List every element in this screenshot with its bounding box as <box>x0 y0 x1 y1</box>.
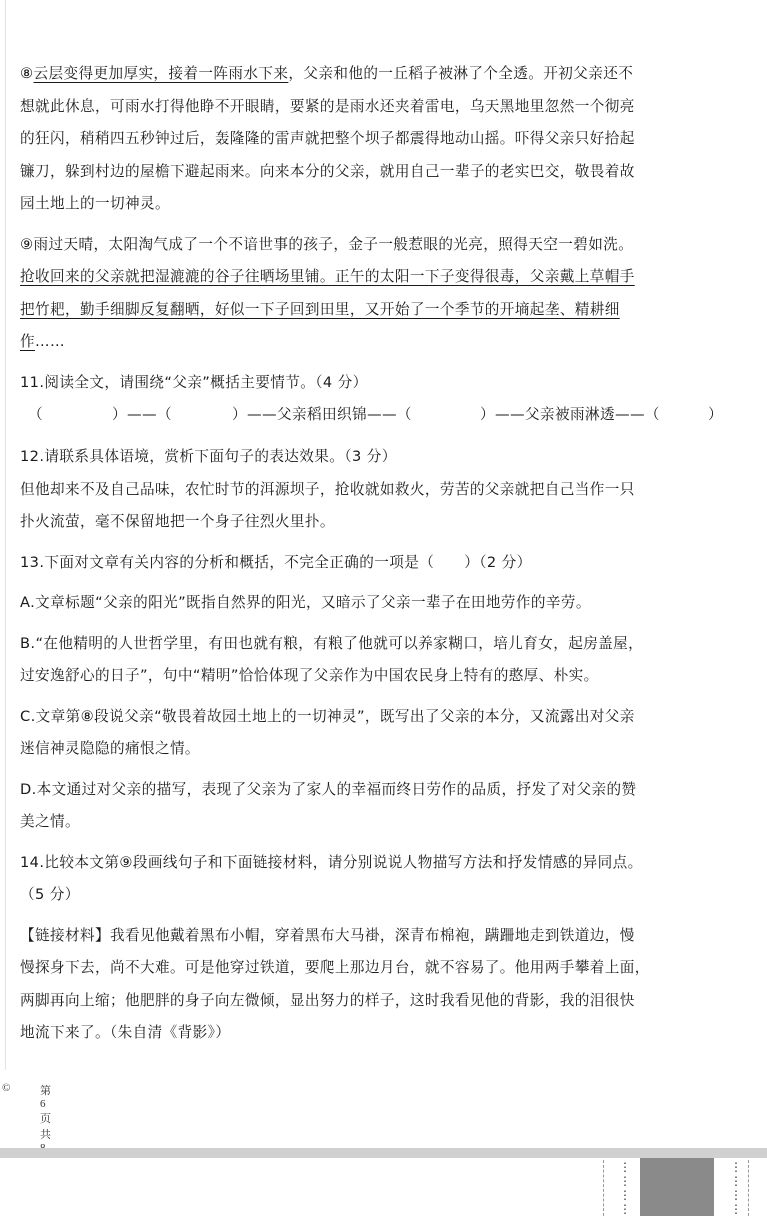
text-line: 镰刀，躲到村边的屋檐下避起雨来。向来本分的父亲，就用自己一辈子的老实巴交，敬畏着故 <box>20 162 635 180</box>
copyright-symbol: © <box>2 1082 11 1094</box>
answer-blanks <box>20 399 723 433</box>
option-d: D.本文通过对父亲的描写，表现了父亲为了家人的幸福而终日劳作的品质，抒发了对父亲的赞 <box>20 780 637 798</box>
underlined-sentence: 云层变得更加厚实，接着一阵雨水下来 <box>33 65 289 82</box>
text-line: 想就此休息，可雨水打得他睁不开眼睛，要紧的是雨水还夹着雷电，乌天黑地里忽然一个彻亮 <box>20 97 635 115</box>
more-dots-icon[interactable]: ⋮ ⋮ ⋮ ⋮ <box>730 1160 742 1216</box>
text-line: 的狂闪，稍稍四五秒钟过后，轰隆隆的雷声就把整个坝子都震得地动山摇。吓得父亲只好拾起 <box>20 130 635 147</box>
paragraph-8 <box>20 58 720 221</box>
text-line: 扑火流萤，毫不保留地把一个身子往烈火里扑。 <box>20 513 335 530</box>
blank-segment: ）——父亲稻田织锦——（ <box>232 406 412 423</box>
blank-segment: （ <box>28 406 43 423</box>
question-title: 11.阅读全文，请围绕“父亲”概括主要情节。（4 分） <box>20 373 368 391</box>
question-title: 12.请联系具体语境，赏析下面句子的表达效果。（3 分） <box>20 448 397 465</box>
text-line: 雨过天晴，太阳淘气成了一个不谙世事的孩子，金子一般惹眼的光亮，照得天空一碧如洗。 <box>33 235 634 253</box>
underlined-line: 把竹耙，勤手细脚反复翻晒，好似一下子回到田里，又开始了一个季节的开墒起垄、精耕细 <box>20 300 620 318</box>
page-content <box>20 58 723 1050</box>
page-separator <box>0 1148 767 1158</box>
material-line: 地流下来了。（朱自清《背影》） <box>20 1024 231 1041</box>
material-line: 两脚再向上缩；他肥胖的身子向左微倾，显出努力的样子，这时我看见他的背影，我的泪很快 <box>20 991 635 1009</box>
question-score: （5 分） <box>20 886 80 903</box>
blank-segment: ）——父亲被雨淋透——（ <box>480 406 660 423</box>
text-line: 但他却来不及自己品味，农忙时节的洱源坝子，抢收就如救火，劳苦的父亲就把自己当作一只 <box>20 480 635 498</box>
material-line: 慢探身下去，尚不大难。可是他穿过铁道，要爬上那边月台，就不容易了。他用两手攀着上面， <box>20 959 650 976</box>
question-title: 14.比较本文第⑨段画线句子和下面链接材料，请分别说说人物描写方法和抒发情感的异同点。 <box>20 853 643 871</box>
blank-segment: ） <box>708 406 723 423</box>
question-14 <box>20 847 720 1050</box>
underlined-line: 作 <box>20 333 35 350</box>
option-c: C.文章第⑧段说父亲“敬畏着故园土地上的一切神灵”，既写出了父亲的本分，又流露出对父亲 <box>20 707 635 725</box>
material-line: 【链接材料】我看见他戴着黑布小帽，穿着黑布大马褂，深青布棉袍，蹒跚地走到铁道边，慢 <box>20 926 635 944</box>
option-d-cont: 美之情。 <box>20 813 80 830</box>
option-a: A.文章标题“父亲的阳光”既指自然界的阳光，又暗示了父亲一辈子在田地劳作的辛劳。 <box>20 594 591 611</box>
page-edge-line <box>5 0 6 1070</box>
paragraph-marker: ⑧ <box>20 65 34 82</box>
option-b: B.“在他精明的人世哲学里，有田也就有粮，有粮了他就可以养家糊口，培儿育女，起房盖屋， <box>20 634 644 652</box>
question-13 <box>20 547 720 839</box>
more-dots-icon[interactable]: ⋮ ⋮ ⋮ ⋮ <box>619 1160 631 1216</box>
question-11 <box>20 367 723 434</box>
dashed-guide <box>603 1160 604 1216</box>
option-b-cont: 过安逸舒心的日子”，句中“精明”恰恰体现了父亲作为中国农民身上特有的憨厚、朴实。 <box>20 667 599 684</box>
ellipsis: …… <box>35 333 65 350</box>
page-number: 第 6页 共 <box>40 1085 51 1141</box>
text-line: ，父亲和他的一丘稻子被淋了个全透。开初父亲还不 <box>288 65 634 82</box>
question-12 <box>20 441 720 539</box>
underlined-line: 抢收回来的父亲就把湿漉漉的谷子往晒场里铺。正午的太阳一下子变得很毒，父亲戴上草帽手 <box>20 268 635 285</box>
blank-segment: ）——（ <box>112 406 172 423</box>
dashed-guide <box>748 1160 749 1216</box>
paragraph-9 <box>20 229 720 359</box>
text-line: 园土地上的一切神灵。 <box>20 195 170 212</box>
paragraph-marker: ⑨ <box>20 235 34 253</box>
option-c-cont: 迷信神灵隐隐的痛恨之情。 <box>20 740 200 757</box>
question-title: 13.下面对文章有关内容的分析和概括，不完全正确的一项是（ ）（2 分） <box>20 553 532 571</box>
image-placeholder <box>640 1158 714 1216</box>
